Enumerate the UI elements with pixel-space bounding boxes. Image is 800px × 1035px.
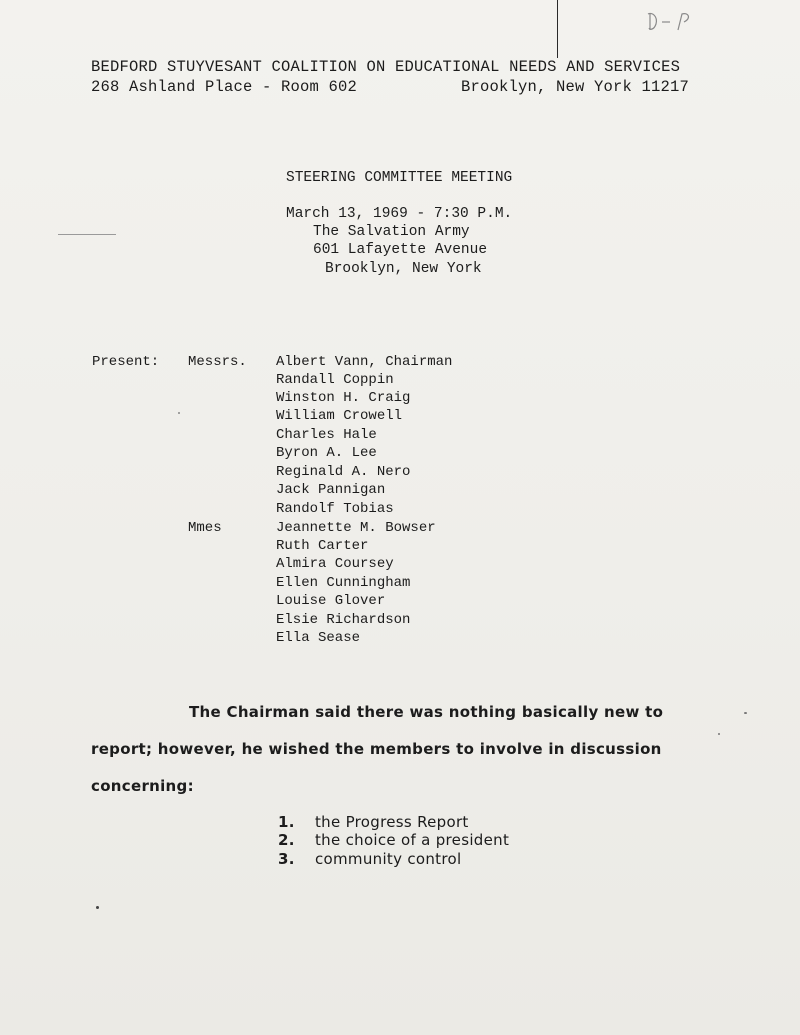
attendee-name: Byron A. Lee: [276, 445, 377, 461]
organization-city: Brooklyn, New York 11217: [461, 78, 690, 96]
attendee-name: Albert Vann, Chairman: [276, 354, 453, 370]
group-title-mmes: Mmes: [188, 520, 222, 536]
organization-address: 268 Ashland Place - Room 602: [91, 78, 358, 96]
group-title-messrs: Messrs.: [188, 354, 247, 370]
agenda-item-text: community control: [315, 850, 462, 868]
meeting-title: STEERING COMMITTEE MEETING: [286, 170, 513, 186]
vertical-rule-mark: [557, 0, 558, 58]
agenda-item-number: 2.: [278, 831, 295, 849]
attendee-name: Charles Hale: [276, 427, 377, 443]
attendee-name: Almira Coursey: [276, 556, 394, 572]
body-paragraph-line: The Chairman said there was nothing basically new to: [189, 703, 664, 721]
attendee-name: Ella Sease: [276, 630, 361, 646]
meeting-date-time: March 13, 1969 - 7:30 P.M.: [286, 206, 513, 222]
meeting-city: Brooklyn, New York: [325, 261, 482, 277]
attendee-name: Randall Coppin: [276, 372, 394, 388]
attendee-name: William Crowell: [276, 408, 403, 424]
attendee-name: Reginald A. Nero: [276, 464, 411, 480]
attendee-name: Randolf Tobias: [276, 501, 394, 517]
body-paragraph-line: concerning:: [91, 777, 194, 795]
handwritten-initials-mark: [644, 8, 706, 36]
scan-artifact-speck: [744, 712, 747, 714]
meeting-street: 601 Lafayette Avenue: [313, 242, 488, 258]
scan-artifact-speck: [178, 412, 180, 414]
agenda-item-number: 3.: [278, 850, 295, 868]
attendee-name: Louise Glover: [276, 593, 386, 609]
scan-artifact-speck: [718, 733, 720, 735]
meeting-venue: The Salvation Army: [313, 224, 470, 240]
scan-artifact-speck: [96, 906, 99, 909]
attendee-name: Jack Pannigan: [276, 482, 386, 498]
attendee-name: Elsie Richardson: [276, 612, 411, 628]
attendee-name: Ellen Cunningham: [276, 575, 411, 591]
attendee-name: Winston H. Craig: [276, 390, 411, 406]
organization-name: BEDFORD STUYVESANT COALITION ON EDUCATIONAL NEEDS AND SERVICES: [91, 58, 681, 76]
scan-artifact-line: [58, 234, 116, 235]
agenda-item-number: 1.: [278, 813, 295, 831]
agenda-item-text: the Progress Report: [315, 813, 469, 831]
attendee-name: Jeannette M. Bowser: [276, 520, 436, 536]
body-paragraph-line: report; however, he wished the members to involve in discussion: [91, 740, 662, 758]
present-label: Present:: [92, 354, 160, 370]
agenda-item-text: the choice of a president: [315, 831, 510, 849]
attendee-name: Ruth Carter: [276, 538, 369, 554]
